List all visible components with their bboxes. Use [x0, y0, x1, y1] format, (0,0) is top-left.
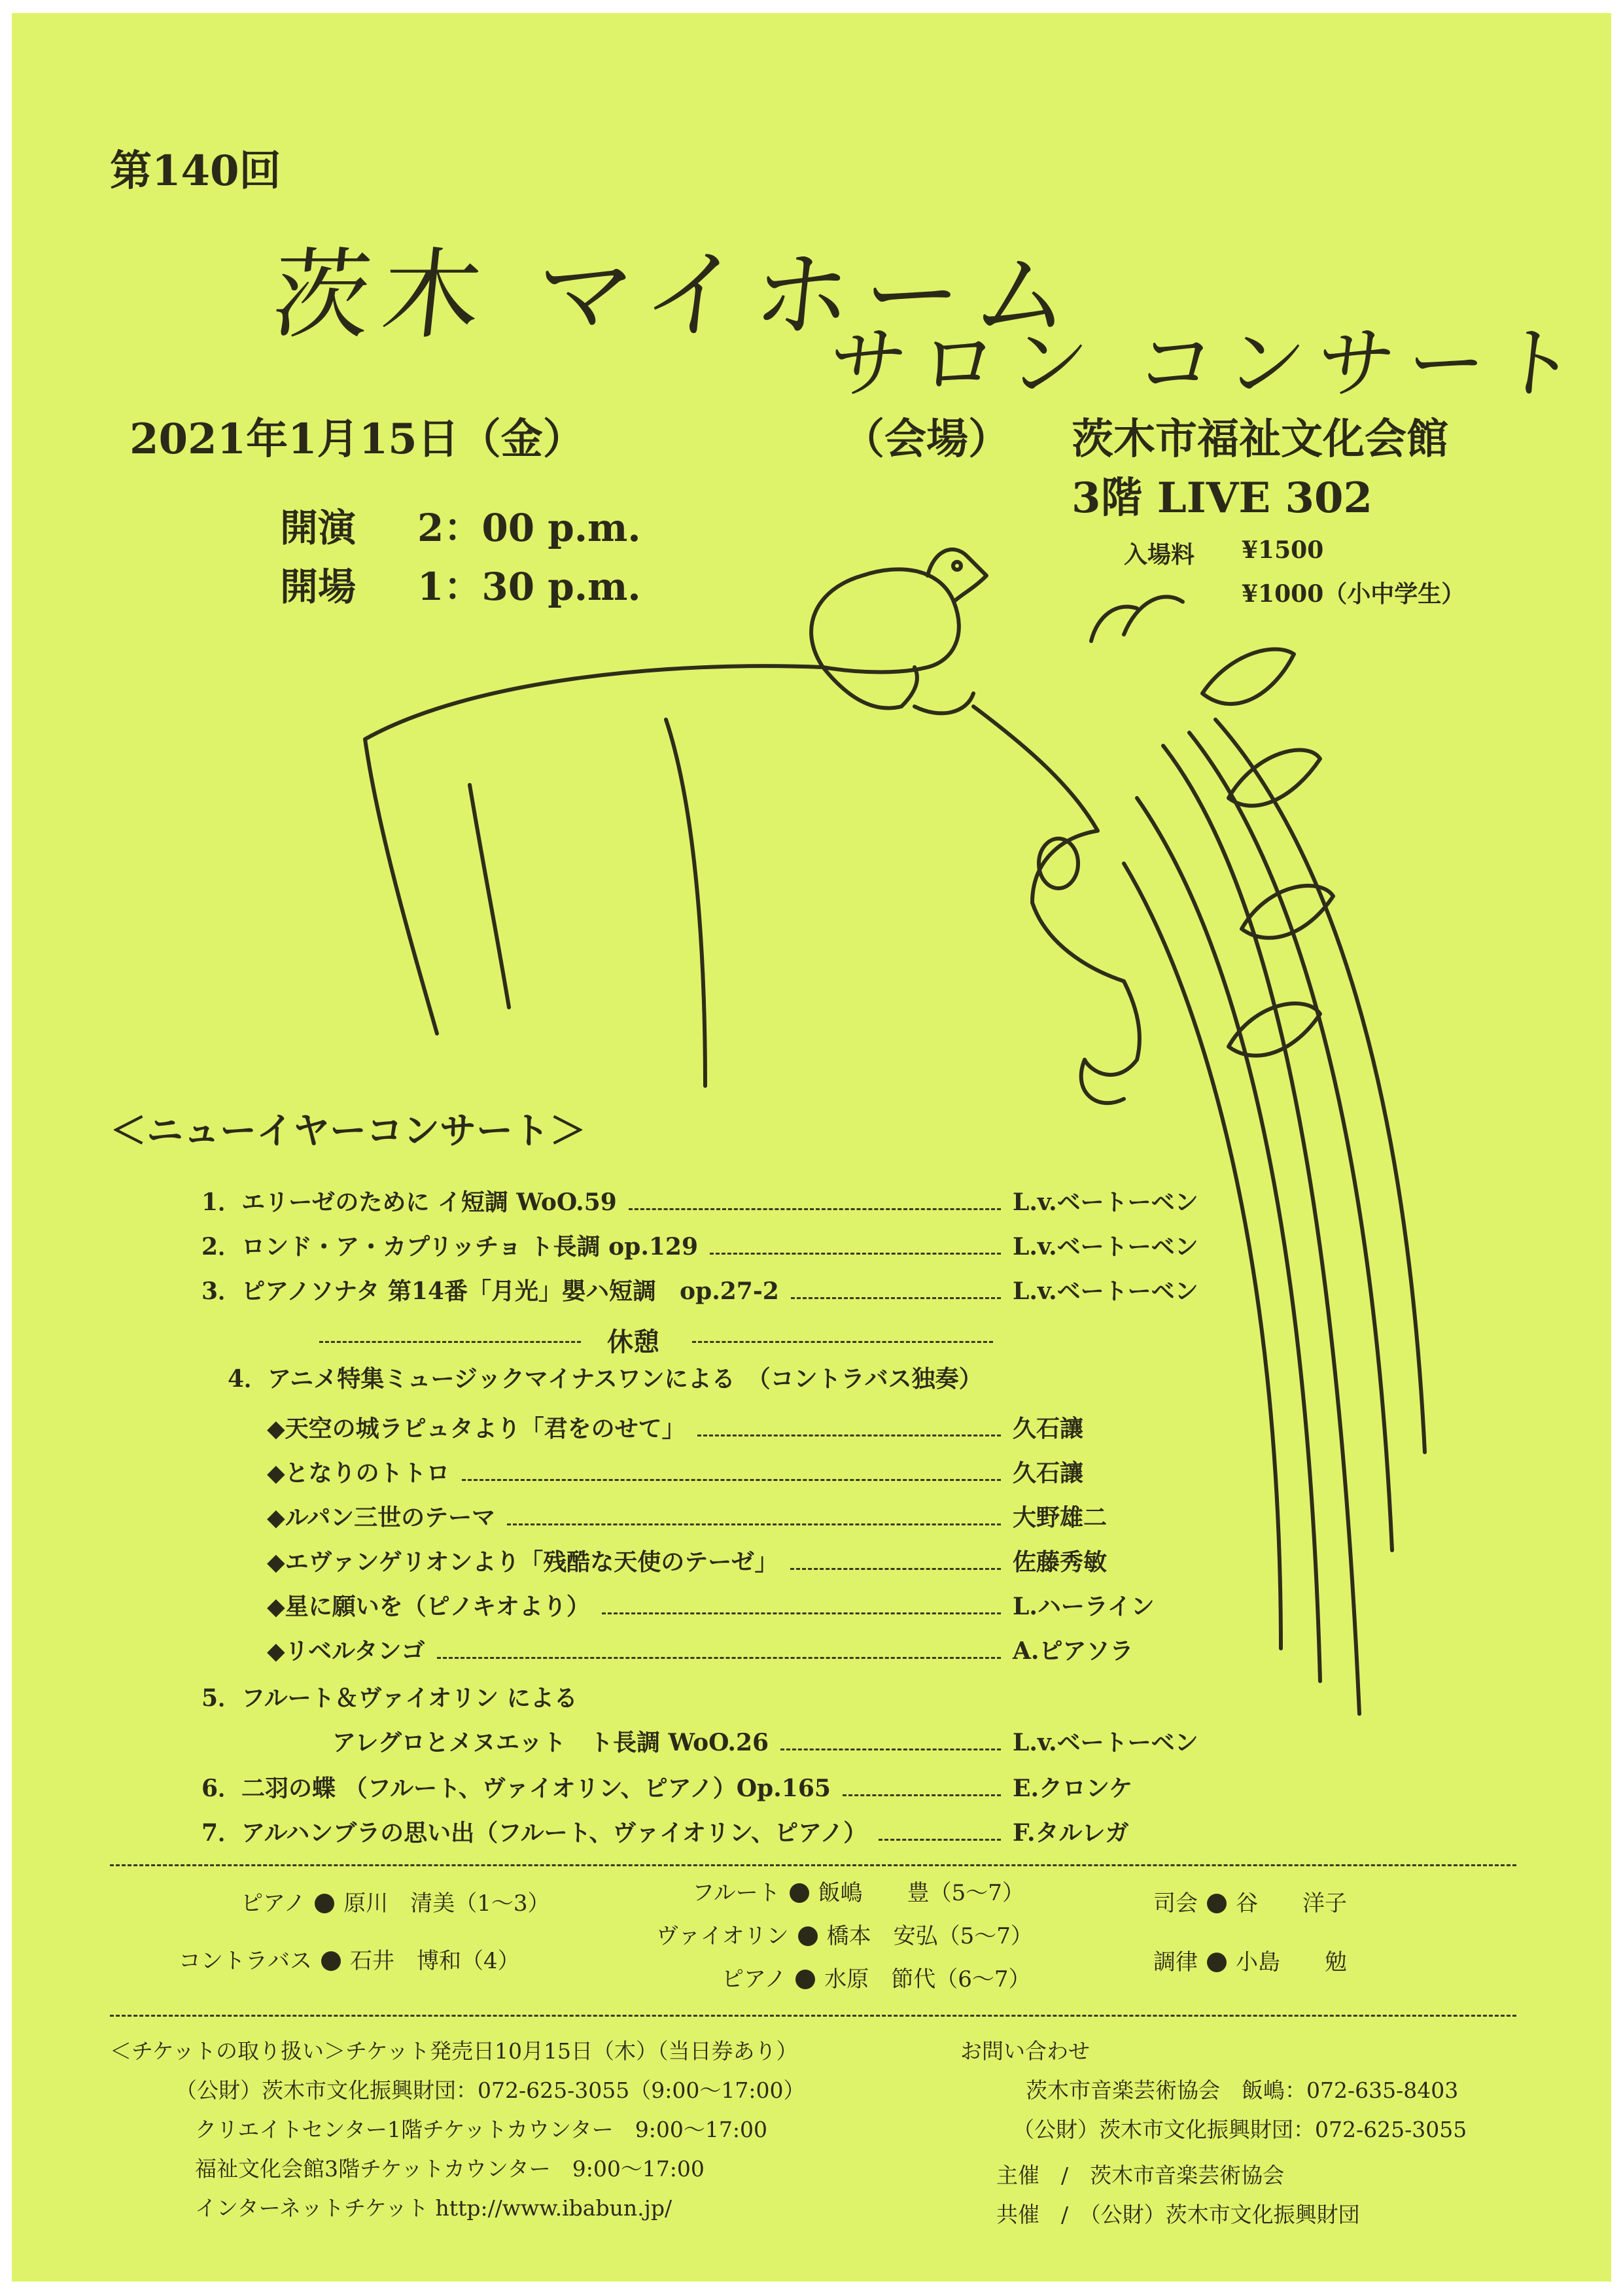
leader-dots [879, 1839, 1001, 1841]
performer-name: 谷 洋子 [1236, 1890, 1347, 1917]
performer-tuner [1153, 1944, 1347, 1976]
hair-strand-6 [1124, 597, 1183, 635]
anime-item-1 [267, 1410, 1287, 1444]
intermission-label: 休憩 [607, 1327, 659, 1357]
tickets-line-3: 福祉文化会館3階チケットカウンター 9:00～17:00 [195, 2156, 705, 2182]
anime-item-4 [267, 1544, 1287, 1577]
venue-room: 3階 LIVE 302 [1072, 474, 1373, 523]
program-item-7 [201, 1815, 1287, 1848]
arm-line [365, 666, 823, 739]
bullet-dot [795, 1970, 815, 1989]
anime-composer: 佐藤秀敏 [1013, 1548, 1108, 1576]
intermission-rule-right [692, 1341, 993, 1343]
performer-role: ピアノ [722, 1966, 787, 1992]
open-label: 開場 [280, 565, 357, 609]
venue-label: （会場） [843, 415, 1010, 464]
item-number: 3． [201, 1278, 242, 1305]
performer-role: ピアノ [241, 1890, 306, 1917]
performer-name: 原川 清美（1～3） [343, 1890, 550, 1917]
anime-item-5 [267, 1588, 1287, 1622]
performer-violin [656, 1918, 1033, 1950]
performer-name: 飯嶋 豊（5～7） [818, 1880, 1024, 1906]
performer-name: 橋本 安弘（5～7） [826, 1923, 1033, 1949]
inner-arm [470, 785, 509, 1007]
performer-name: 小島 勉 [1236, 1949, 1347, 1975]
fee-label: 入場料 [1124, 541, 1195, 568]
anime-title: ◆星に願いを（ピノキオより） [267, 1593, 590, 1620]
performer-role: コントラバス [179, 1948, 312, 1974]
performers-divider-top [110, 1864, 1516, 1866]
arm-underside [365, 739, 437, 1034]
bullet-dot [321, 1951, 341, 1971]
anime-title: ◆リベルタンゴ [267, 1637, 425, 1665]
item-title: ロンド・ア・カプリッチョ ト長調 op.129 [241, 1233, 699, 1261]
leader-dots [790, 1568, 1001, 1570]
program-item-3 [201, 1273, 1287, 1306]
leader-dots [629, 1208, 1001, 1210]
edition-label: 第140回 [110, 147, 281, 196]
leader-dots [843, 1794, 1001, 1796]
performer-piano-2 [722, 1961, 1031, 1993]
item-composer: E.クロンケ [1013, 1775, 1133, 1802]
item-title: エリーゼのために イ短調 WoO.59 [241, 1189, 617, 1216]
leader-dots [780, 1748, 1001, 1750]
start-time: 2：00 p.m. [417, 506, 641, 550]
bullet-dot [1207, 1953, 1227, 1972]
item-composer: L.v.ベートーベン [1013, 1729, 1198, 1756]
item-title: 6．二羽の蝶 （フルート、ヴァイオリン、ピアノ）Op.165 [201, 1775, 831, 1802]
program-item-2 [201, 1228, 1287, 1262]
hands [823, 667, 973, 713]
item-composer: L.v.ベートーベン [1013, 1189, 1198, 1216]
open-time: 1：30 p.m. [417, 565, 641, 609]
anime-title: ◆となりのトトロ [267, 1459, 450, 1487]
item-title: ピアノソナタ 第14番「月光」嬰ハ短調 op.27-2 [241, 1278, 779, 1305]
performer-mc [1153, 1885, 1347, 1917]
intermission-rule-left [319, 1341, 581, 1343]
title-line-2: サロン コンサート [824, 319, 1593, 409]
performers-divider-bottom [110, 2015, 1516, 2017]
performer-role: 調律 [1153, 1949, 1198, 1975]
anime-item-3 [267, 1499, 1287, 1533]
performer-role: 司会 [1153, 1890, 1198, 1917]
performer-contrabass [179, 1943, 520, 1975]
tickets-heading: ＜チケットの取り扱い＞チケット発売日10月15日（木）（当日券あり） [110, 2038, 798, 2064]
tickets-line-2: クリエイトセンター1階チケットカウンター 9:00～17:00 [195, 2117, 767, 2142]
program-heading: ＜ニューイヤーコンサート＞ [110, 1109, 586, 1153]
leaf-1 [1202, 650, 1294, 704]
performer-piano-1 [241, 1885, 550, 1917]
anime-item-2 [267, 1455, 1287, 1488]
item-composer: L.v.ベートーベン [1013, 1278, 1198, 1305]
bullet-dot [790, 1883, 809, 1903]
contact-line-2: （公財）茨木市文化振興財団：072-625-3055 [1013, 2117, 1467, 2142]
anime-title: ◆ルパン三世のテーマ [267, 1504, 496, 1531]
program-item-1 [201, 1184, 1287, 1217]
program-item-5-title: 5．フルート＆ヴァイオリン による [201, 1684, 578, 1712]
hair-strand-5 [1215, 720, 1425, 1452]
leader-dots [462, 1479, 1001, 1481]
venue-name: 茨木市福祉文化会館 [1072, 415, 1448, 464]
event-date: 2021年1月15日（金） [130, 415, 585, 464]
tickets-line-4: インターネットチケット http://www.ibabun.jp/ [195, 2195, 672, 2221]
performer-role: ヴァイオリン [656, 1923, 789, 1949]
leader-dots [507, 1523, 1001, 1525]
program-item-6 [201, 1770, 1287, 1803]
flyer-sheet [12, 13, 1611, 2282]
performer-flute [692, 1875, 1024, 1907]
anime-composer: 久石讓 [1013, 1459, 1084, 1487]
anime-composer: 大野雄二 [1013, 1504, 1108, 1531]
bullet-dot [1207, 1894, 1227, 1913]
item-number: 1． [201, 1189, 242, 1216]
fee-child: ¥1000（小中学生） [1242, 580, 1465, 608]
performer-name: 水原 節代（6～7） [824, 1966, 1031, 1992]
title-line-1: 茨木 マイホーム [266, 239, 1089, 353]
bird-body [811, 569, 959, 672]
anime-composer: 久石讓 [1013, 1415, 1084, 1442]
bullet-dot [798, 1926, 818, 1946]
leader-dots [697, 1435, 1001, 1436]
leader-dots [710, 1253, 1001, 1255]
organizer: 主催 / 茨木市音楽芸術協会 [996, 2163, 1285, 2188]
anime-title: ◆エヴァンゲリオンより「残酷な天使のテーゼ」 [267, 1548, 778, 1576]
leader-dots [437, 1657, 1001, 1659]
contact-heading: お問い合わせ [960, 2038, 1090, 2064]
shoulder-line [666, 720, 705, 1086]
item-composer: F.タルレガ [1013, 1819, 1129, 1847]
bullet-dot [315, 1894, 334, 1913]
item-number: 2． [201, 1233, 242, 1261]
cosponsor: 共催 / （公財）茨木市文化振興財団 [996, 2202, 1360, 2227]
bird-head [928, 549, 986, 602]
anime-item-6 [267, 1633, 1287, 1666]
item-title: 7．アルハンブラの思い出（フルート、ヴァイオリン、ピアノ） [201, 1819, 867, 1847]
item-composer: L.v.ベートーベン [1013, 1233, 1198, 1261]
anime-composer: A.ピアソラ [1013, 1637, 1134, 1665]
performer-name: 石井 博和（4） [350, 1948, 520, 1974]
program-item-4-title: 4．アニメ特集ミュージックマイナスワンによる （コントラバス独奏） [228, 1365, 983, 1393]
anime-title: ◆天空の城ラピュタより「君をのせて」 [267, 1415, 686, 1442]
start-label: 開演 [280, 506, 357, 550]
performer-role: フルート [692, 1880, 780, 1906]
item-title: アレグロとメヌエット ト長調 WoO.26 [332, 1729, 769, 1756]
face-profile [973, 706, 1140, 1075]
program-item-5-piece [332, 1724, 1287, 1758]
tickets-line-1: （公財）茨木市文化振興財団：072-625-3055（9:00～17:00） [175, 2078, 805, 2103]
fee-adult: ¥1500 [1242, 536, 1324, 564]
anime-composer: L.ハーライン [1013, 1593, 1155, 1620]
contact-line-1: 茨木市音楽芸術協会 飯嶋：072-635-8403 [1026, 2078, 1459, 2103]
leader-dots [602, 1612, 1001, 1614]
leader-dots [791, 1297, 1001, 1299]
bird-eye [953, 562, 961, 570]
